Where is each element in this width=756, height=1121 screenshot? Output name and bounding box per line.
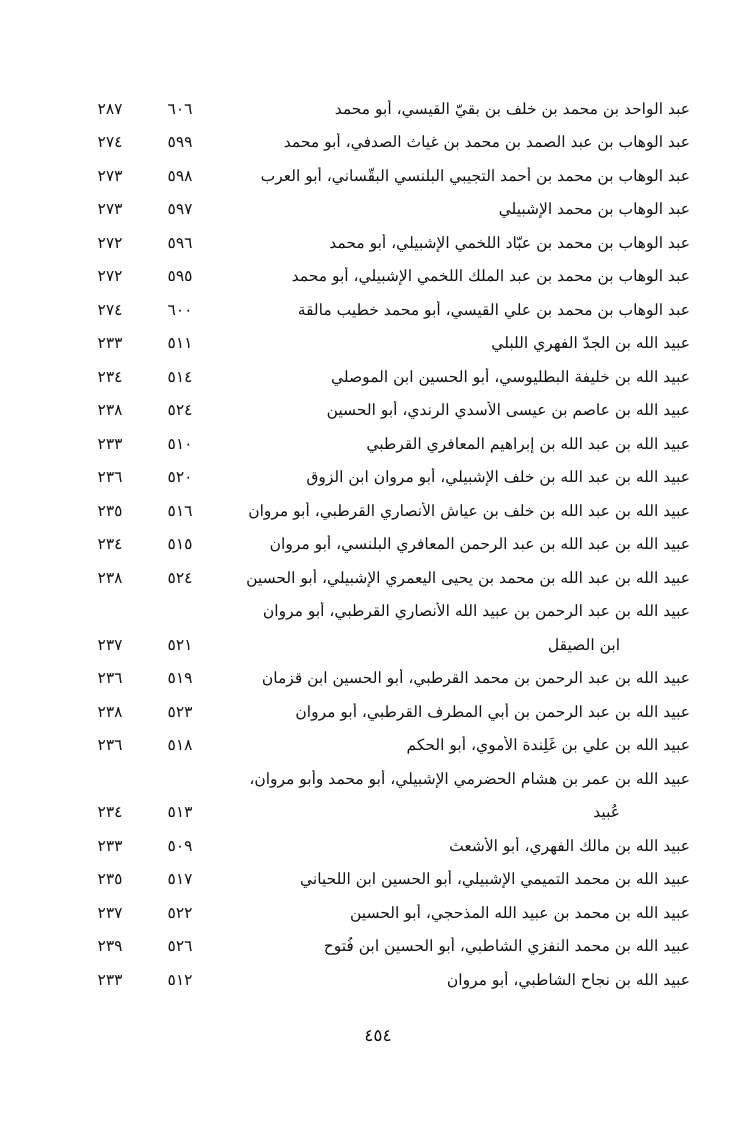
entry-name: عبيد الله بن عبد الرحمن بن محمد القرطبي، أبو الحسين ابن قزمان (261, 669, 690, 688)
entry-name: عبيد الله بن عاصم بن عيسى الأسدي الرندي، أبو الحسين (326, 401, 690, 420)
index-entry-row (70, 159, 690, 193)
entry-name: عبد الواحد بن محمد بن خلف بن بقيّ القيسي، أبو محمد (334, 99, 690, 118)
entry-name: عبيد الله بن الجدّ الفهري اللبلي (491, 334, 690, 353)
entry-page-ref: ٢٣٤ (97, 367, 123, 386)
entry-name-continuation: ابن الصيقل (547, 635, 620, 654)
entry-name: عبيد الله بن محمد النفزي الشاطبي، أبو الحسين ابن فُتوح (323, 937, 690, 956)
entry-page-ref: ٢٣٦ (97, 468, 123, 487)
entry-name: عبيد الله بن محمد التميمي الإشبيلي، أبو الحسين ابن اللحياني (299, 870, 690, 889)
entry-name: عبيد الله بن عبد الله بن إبراهيم المعافري القرطبي (366, 434, 690, 453)
entry-page-ref: ٢٧٤ (97, 300, 123, 319)
index-entry-row (70, 628, 690, 662)
index-entry-row (70, 226, 690, 260)
index-entry-row (70, 126, 690, 160)
entry-name: عبيد الله بن عبد الله بن محمد بن يحيى اليعمري الإشبيلي، أبو الحسين (246, 568, 690, 587)
entry-number: ٥٢٣ (167, 702, 193, 721)
entry-number: ٥١٩ (167, 669, 193, 688)
index-entry-row (70, 92, 690, 126)
entry-number: ٥١٦ (167, 501, 193, 520)
entry-name: عبيد الله بن عبد الله بن خلف الإشبيلي، أبو مروان ابن الزوق (306, 468, 690, 487)
entry-name: عبيد الله بن مالك الفهري، أبو الأشعث (449, 836, 690, 855)
entry-number: ٥١٠ (167, 434, 193, 453)
entry-page-ref: ٢٣٩ (97, 937, 123, 956)
index-entry-row (70, 193, 690, 227)
entry-name: عبد الوهاب بن محمد بن عبّاد اللخمي الإشبيلي، أبو محمد (329, 233, 690, 252)
index-entry-row (70, 695, 690, 729)
entry-number: ٥١٤ (167, 367, 193, 386)
entry-page-ref: ٢٧٢ (97, 233, 123, 252)
entry-page-ref: ٢٣٨ (97, 568, 123, 587)
entry-number: ٥٩٨ (167, 166, 193, 185)
index-entry-row (70, 494, 690, 528)
entry-page-ref: ٢٧٤ (97, 133, 123, 152)
entry-page-ref: ٢٣٥ (97, 870, 123, 889)
entry-page-ref: ٢٧٣ (97, 200, 123, 219)
entry-name: عبيد الله بن عبد الرحمن بن عبيد الله الأنصاري القرطبي، أبو مروان (262, 602, 690, 621)
entry-number: ٦٠٠ (167, 300, 193, 319)
page-number: ٤٥٤ (364, 1026, 392, 1046)
index-entry-row (70, 327, 690, 361)
entry-name: عبد الوهاب بن عبد الصمد بن محمد بن غياث الصدفي، أبو محمد (283, 133, 690, 152)
index-entry-row (70, 293, 690, 327)
index-entry-row (70, 360, 690, 394)
entry-number: ٥١١ (167, 334, 193, 353)
entry-name: عبد الوهاب بن محمد بن أحمد التجيبي البلنسي البقّساني، أبو العرب (260, 166, 690, 185)
index-entry-row (70, 896, 690, 930)
entry-page-ref: ٢٣٧ (97, 903, 123, 922)
entry-name: عبيد الله بن علي بن غَلِندة الأموي، أبو الحكم (406, 736, 690, 755)
index-entries (70, 92, 690, 997)
index-entry-row (70, 762, 690, 796)
entry-number: ٥٩٧ (167, 200, 193, 219)
index-entry-row (70, 528, 690, 562)
entry-page-ref: ٢٣٨ (97, 702, 123, 721)
entry-name: عبيد الله بن خليفة البطليوسي، أبو الحسين ابن الموصلي (330, 367, 690, 386)
entry-number: ٥٢٤ (167, 401, 193, 420)
entry-number: ٥١٣ (167, 803, 193, 822)
index-entry-row (70, 930, 690, 964)
entry-page-ref: ٢٨٧ (97, 99, 123, 118)
entry-page-ref: ٢٣٣ (97, 434, 123, 453)
entry-number: ٥١٨ (167, 736, 193, 755)
entry-number: ٥٩٦ (167, 233, 193, 252)
entry-name: عبيد الله بن عبد الله بن خلف بن عياش الأنصاري القرطبي، أبو مروان (248, 501, 690, 520)
entry-number: ٥٢٠ (167, 468, 193, 487)
entry-page-ref: ٢٣٧ (97, 635, 123, 654)
index-entry-row (70, 863, 690, 897)
index-entry-row (70, 394, 690, 428)
index-entry-row (70, 461, 690, 495)
entry-number: ٦٠٦ (167, 99, 193, 118)
index-entry-row (70, 963, 690, 997)
index-entry-row (70, 729, 690, 763)
entry-page-ref: ٢٣٨ (97, 401, 123, 420)
entry-name-continuation: عُبيد (593, 803, 620, 822)
entry-name: عبيد الله بن عبد الرحمن بن أبي المطرف القرطبي، أبو مروان (295, 702, 690, 721)
entry-number: ٥٠٩ (167, 836, 193, 855)
index-entry-row (70, 260, 690, 294)
entry-page-ref: ٢٣٣ (97, 970, 123, 989)
entry-name: عبيد الله بن نجاح الشاطبي، أبو مروان (446, 970, 690, 989)
entry-name: عبيد الله بن محمد بن عبيد الله المذحجي، أبو الحسين (350, 903, 690, 922)
entry-name: عبد الوهاب بن محمد بن عبد الملك اللخمي الإشبيلي، أبو محمد (291, 267, 690, 286)
index-entry-row (70, 427, 690, 461)
index-entry-row (70, 561, 690, 595)
entry-number: ٥٢٤ (167, 568, 193, 587)
entry-page-ref: ٢٣٥ (97, 501, 123, 520)
entry-number: ٥١٢ (167, 970, 193, 989)
entry-page-ref: ٢٣٣ (97, 334, 123, 353)
index-entry-row (70, 796, 690, 830)
entry-number: ٥١٧ (167, 870, 193, 889)
entry-name: عبد الوهاب بن محمد الإشبيلي (498, 200, 690, 219)
entry-page-ref: ٢٣٤ (97, 803, 123, 822)
entry-name: عبيد الله بن عمر بن هشام الحضرمي الإشبيلي، أبو محمد وأبو مروان، (249, 769, 690, 788)
entry-number: ٥٩٩ (167, 133, 193, 152)
entry-name: عبيد الله بن عبد الله بن عبد الرحمن المعافري البلنسي، أبو مروان (269, 535, 690, 554)
entry-number: ٥٢٦ (167, 937, 193, 956)
index-entry-row (70, 595, 690, 629)
entry-page-ref: ٢٣٦ (97, 736, 123, 755)
entry-number: ٥٩٥ (167, 267, 193, 286)
entry-page-ref: ٢٧٢ (97, 267, 123, 286)
entry-page-ref: ٢٧٣ (97, 166, 123, 185)
entry-number: ٥٢١ (167, 635, 193, 654)
entry-number: ٥٢٢ (167, 903, 193, 922)
entry-page-ref: ٢٣٦ (97, 669, 123, 688)
index-entry-row (70, 662, 690, 696)
entry-number: ٥١٥ (167, 535, 193, 554)
entry-name: عبد الوهاب بن محمد بن علي القيسي، أبو محمد خطيب مالقة (297, 300, 690, 319)
entry-page-ref: ٢٣٣ (97, 836, 123, 855)
index-entry-row (70, 829, 690, 863)
entry-page-ref: ٢٣٤ (97, 535, 123, 554)
